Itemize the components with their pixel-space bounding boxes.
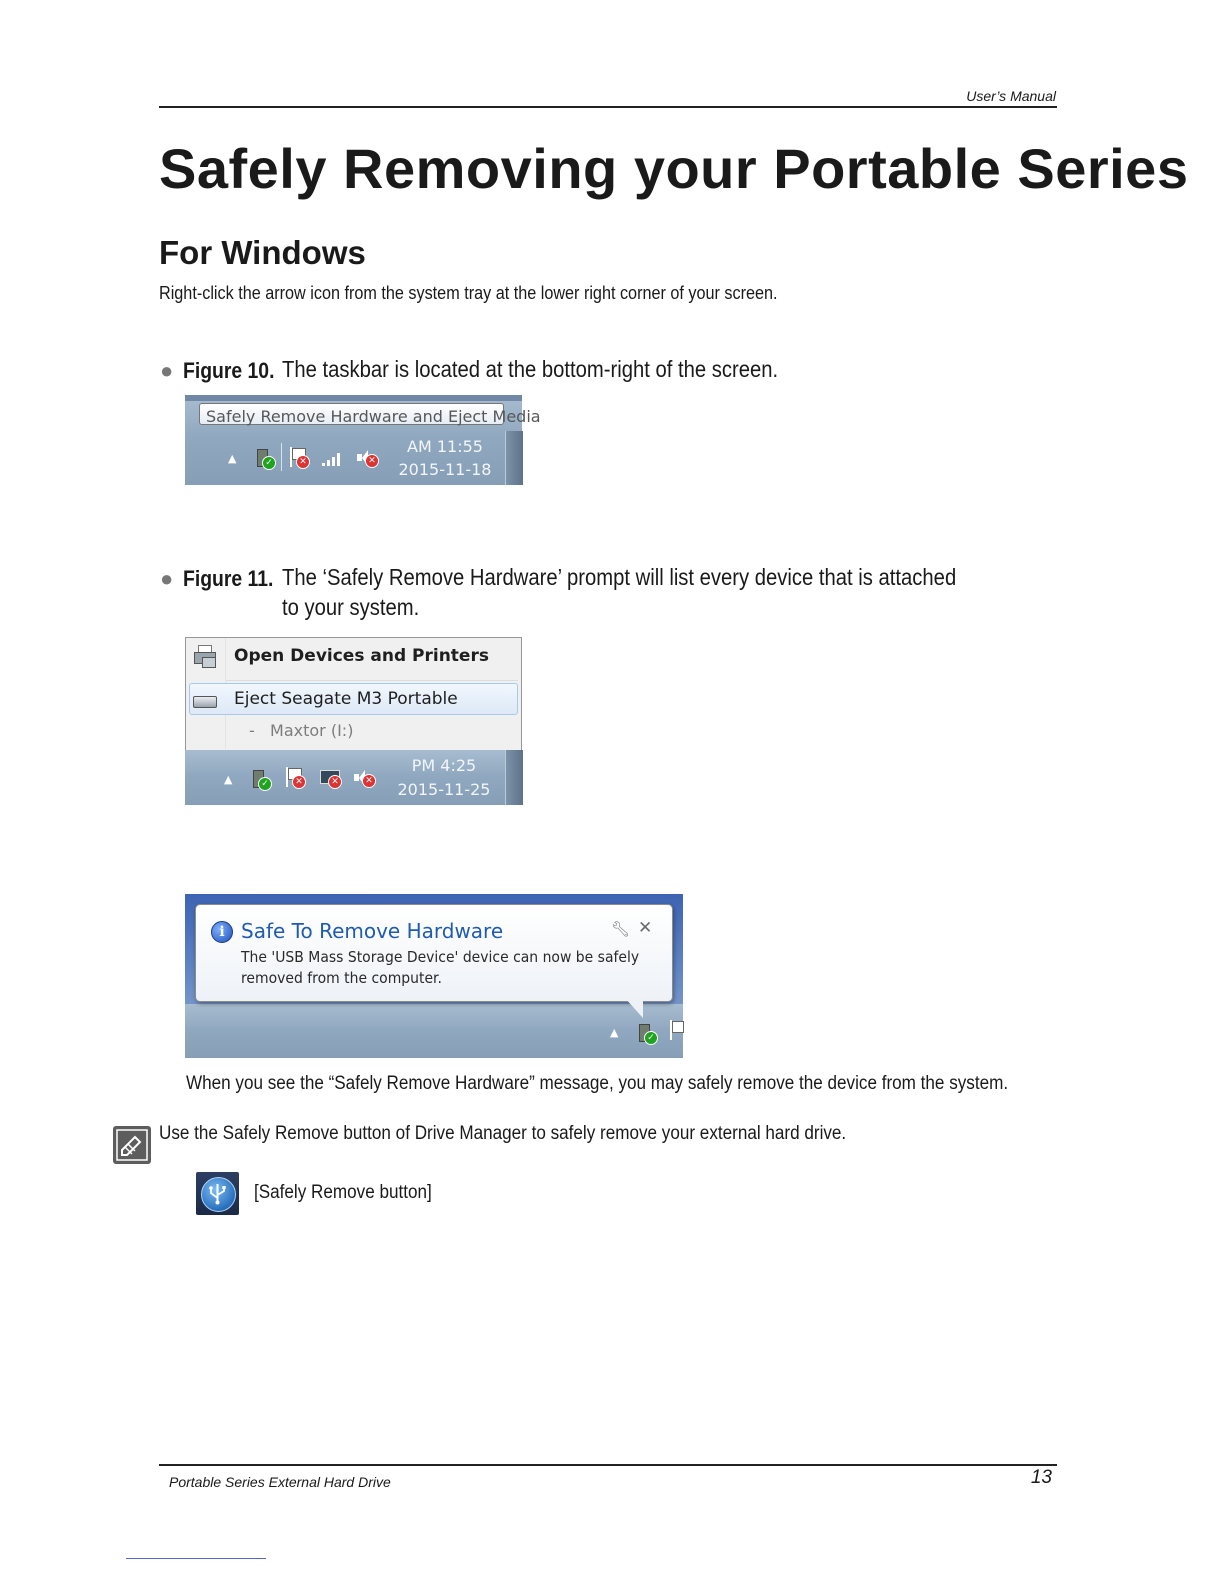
safely-remove-button[interactable] [196, 1172, 239, 1215]
figure10-screenshot [185, 395, 541, 485]
clock-time[interactable]: PM 4:25 [411, 756, 477, 775]
bullet-icon: ● [160, 566, 174, 591]
balloon-screenshot [185, 894, 683, 1058]
intro-text: Right-click the arrow icon from the system tray at the lower right corner of your screen. [159, 283, 778, 303]
footer-rule [159, 1464, 1057, 1466]
footer-label: Portable Series External Hard Drive [169, 1474, 391, 1490]
network-disconnected-icon[interactable]: ✕ [320, 768, 342, 788]
usb-drive-icon[interactable]: ✓ [255, 447, 271, 467]
page-title: Safely Removing your Portable Series [159, 137, 1189, 200]
tray-arrow-icon[interactable]: ▲ [610, 1026, 619, 1039]
header-label: User’s Manual [966, 88, 1056, 104]
balloon-title: Safe To Remove Hardware [241, 919, 504, 943]
balloon-message-line1: The 'USB Mass Storage Device' device can now be safely [241, 948, 640, 966]
tooltip: Safely Remove Hardware and Eject Media [199, 403, 504, 425]
tray-arrow-icon[interactable]: ▲ [224, 773, 233, 786]
figure11-text-line2: to your system. [282, 594, 420, 620]
figure11-screenshot [185, 637, 522, 805]
note-icon [113, 1126, 151, 1164]
clock-time[interactable]: AM 11:55 [407, 437, 483, 456]
menu-subitem-maxtor: - Maxtor (I:) [249, 721, 354, 740]
show-desktop-button[interactable] [505, 750, 523, 805]
page-number: 13 [1030, 1467, 1052, 1488]
close-icon[interactable]: ✕ [638, 918, 653, 938]
volume-muted-icon[interactable]: ✕ [357, 449, 379, 467]
bullet-icon: ● [160, 358, 174, 383]
action-center-flag-icon[interactable]: ✕ [285, 767, 305, 789]
info-icon: i [211, 921, 233, 943]
settings-wrench-icon[interactable]: 🔧︎ [611, 920, 631, 938]
volume-muted-icon[interactable]: ✕ [354, 769, 376, 787]
safely-remove-button-label: [Safely Remove button] [254, 1182, 432, 1203]
figure11-label: Figure 11. [183, 566, 274, 591]
menu-item-open-devices[interactable]: Open Devices and Printers [234, 646, 489, 666]
clock-date[interactable]: 2015-11-18 [398, 460, 492, 479]
figure11-text-line1: The ‘Safely Remove Hardware’ prompt will list every device that is attached [282, 564, 957, 590]
bottom-divider [126, 1558, 266, 1559]
figure10-text: The taskbar is located at the bottom-right of the screen. [282, 356, 779, 382]
show-desktop-button[interactable] [505, 431, 523, 485]
drive-icon [193, 696, 217, 708]
note-text: Use the Safely Remove button of Drive Manager to safely remove your external hard drive. [159, 1123, 847, 1144]
clock-date[interactable]: 2015-11-25 [397, 780, 491, 799]
menu-item-eject[interactable]: Eject Seagate M3 Portable [234, 689, 458, 709]
action-center-flag-icon[interactable]: ✕ [289, 447, 309, 469]
usb-drive-icon[interactable]: ✓ [251, 768, 267, 788]
tray-arrow-icon[interactable]: ▲ [228, 452, 237, 465]
network-signal-icon[interactable] [322, 451, 344, 467]
header-rule [159, 106, 1057, 108]
taskbar [185, 1004, 683, 1058]
balloon-message-line2: removed from the computer. [241, 969, 442, 987]
figure10-label: Figure 10. [183, 358, 275, 383]
usb-symbol-icon [205, 1181, 230, 1206]
section-heading: For Windows [159, 234, 366, 271]
safe-removal-caption: When you see the “Safely Remove Hardware” message, you may safely remove the device from the system. [186, 1073, 1009, 1094]
usb-drive-icon[interactable]: ✓ [637, 1022, 653, 1042]
action-center-flag-icon[interactable] [669, 1020, 683, 1042]
printer-icon [194, 645, 216, 667]
